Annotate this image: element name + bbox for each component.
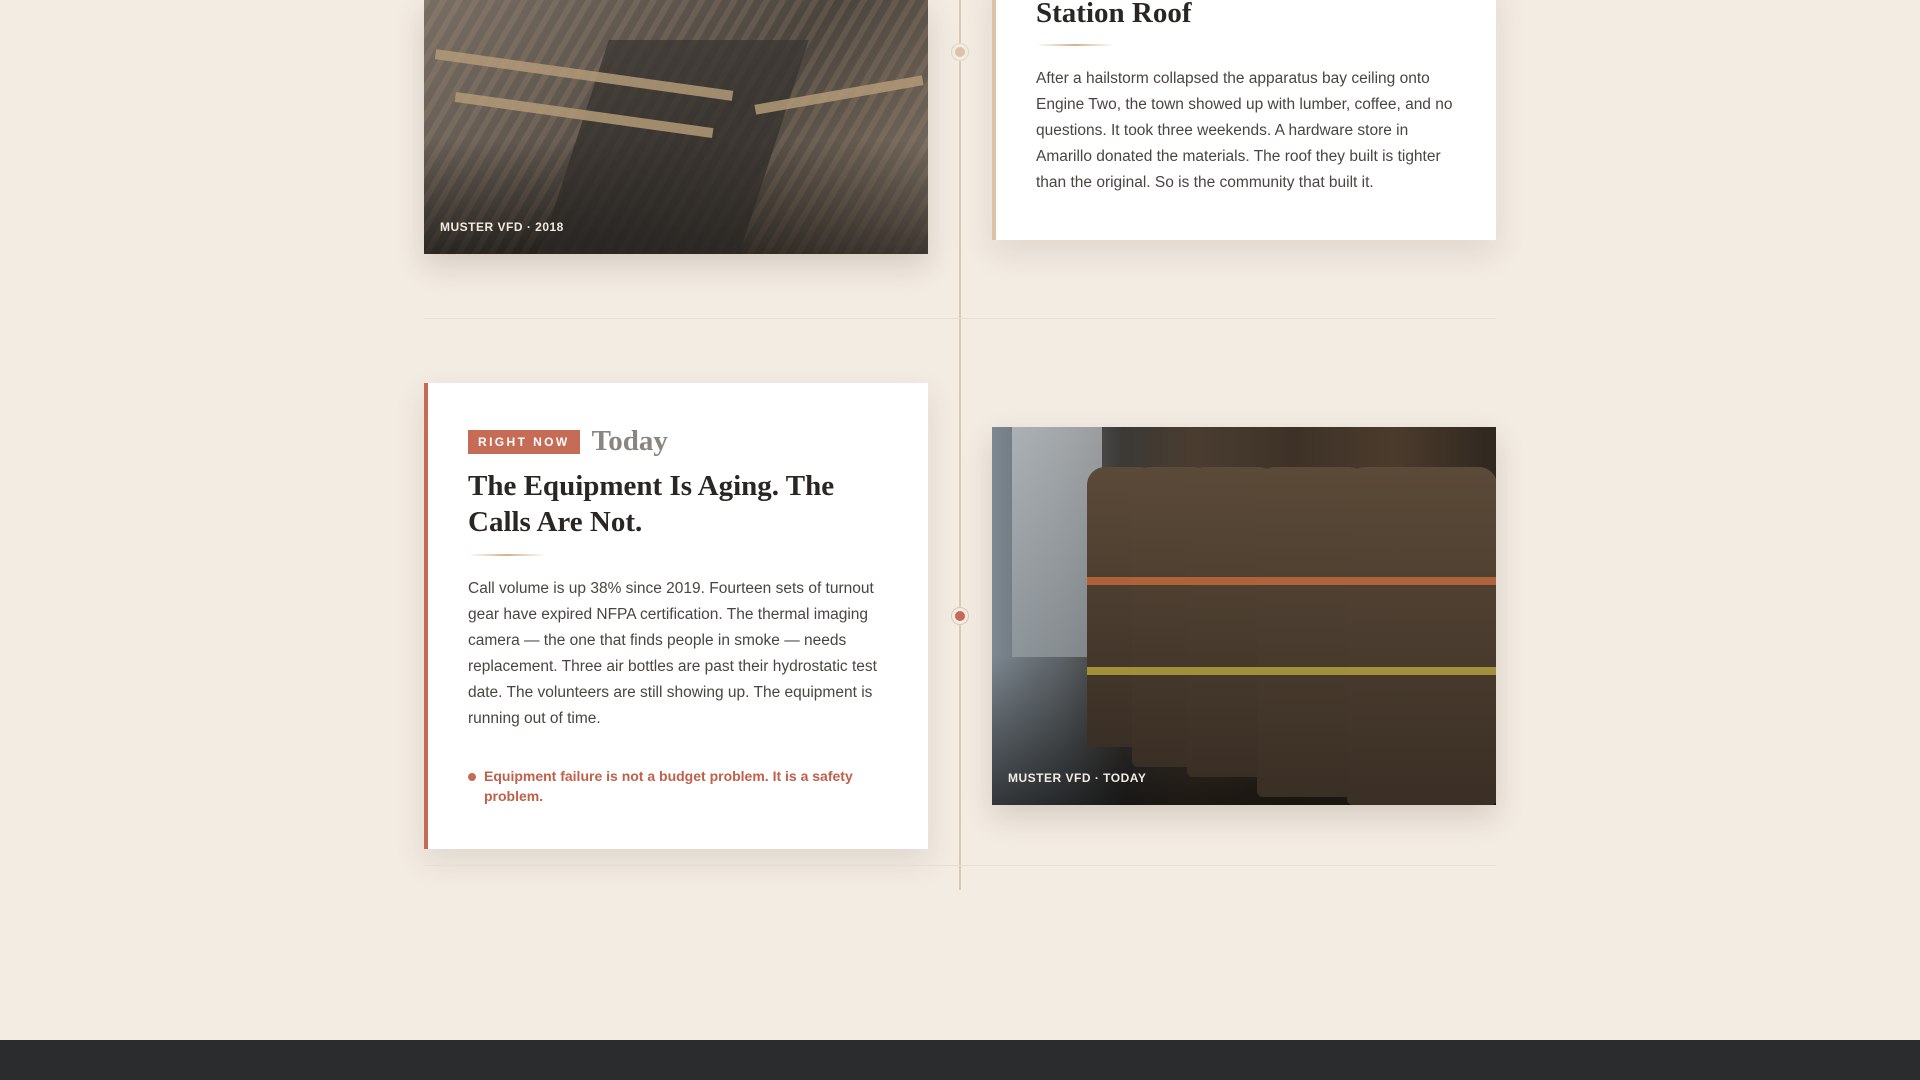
photo-detail (1347, 467, 1496, 805)
card-body: After a hailstorm collapsed the apparatus bay ceiling onto Engine Two, the town showed up with lumber, coffee, and no questions. It took three weekends. A hardware store in Amarillo donated the materials. The roof they built is tighter than the original. So is the community that built it. (1036, 70, 1453, 191)
site-footer (0, 1040, 1920, 1080)
section-divider (424, 318, 1496, 319)
accent-rule (1036, 44, 1114, 46)
photo-detail (1087, 667, 1496, 675)
accent-rule (468, 554, 546, 556)
timeline-line (959, 0, 961, 890)
timeline-node-2018 (952, 44, 968, 60)
photo-detail (1087, 577, 1496, 585)
era-label: Today (591, 425, 668, 457)
card-title: The Equipment Is Aging. The Calls Are Not. (468, 470, 835, 538)
timeline-card-today (424, 383, 928, 849)
timeline-card-station-roof (992, 0, 1496, 240)
warning-text: Equipment failure is not a budget problem. It is a safety problem. (484, 768, 853, 804)
photo-caption: MUSTER VFD · TODAY (1008, 771, 1147, 785)
card-body: Call volume is up 38% since 2019. Fourteen sets of turnout gear have expired NFPA certification. The thermal imaging camera — the one that finds people in smoke — needs replacement. Three air bottles are past their hydrostatic test date. The volunteers are still showing up. The equipment is running out of time. (468, 580, 877, 727)
section-divider (424, 865, 1496, 866)
timeline-node-today (952, 608, 968, 624)
badge-row (468, 425, 888, 458)
photo-turnout-gear (992, 427, 1496, 805)
safety-warning (468, 766, 888, 806)
photo-caption: MUSTER VFD · 2018 (440, 220, 564, 234)
card-title: Station Roof (1036, 0, 1192, 29)
photo-station-roof-build (424, 0, 928, 254)
bullet-icon (468, 773, 476, 781)
status-badge: RIGHT NOW (468, 430, 580, 454)
